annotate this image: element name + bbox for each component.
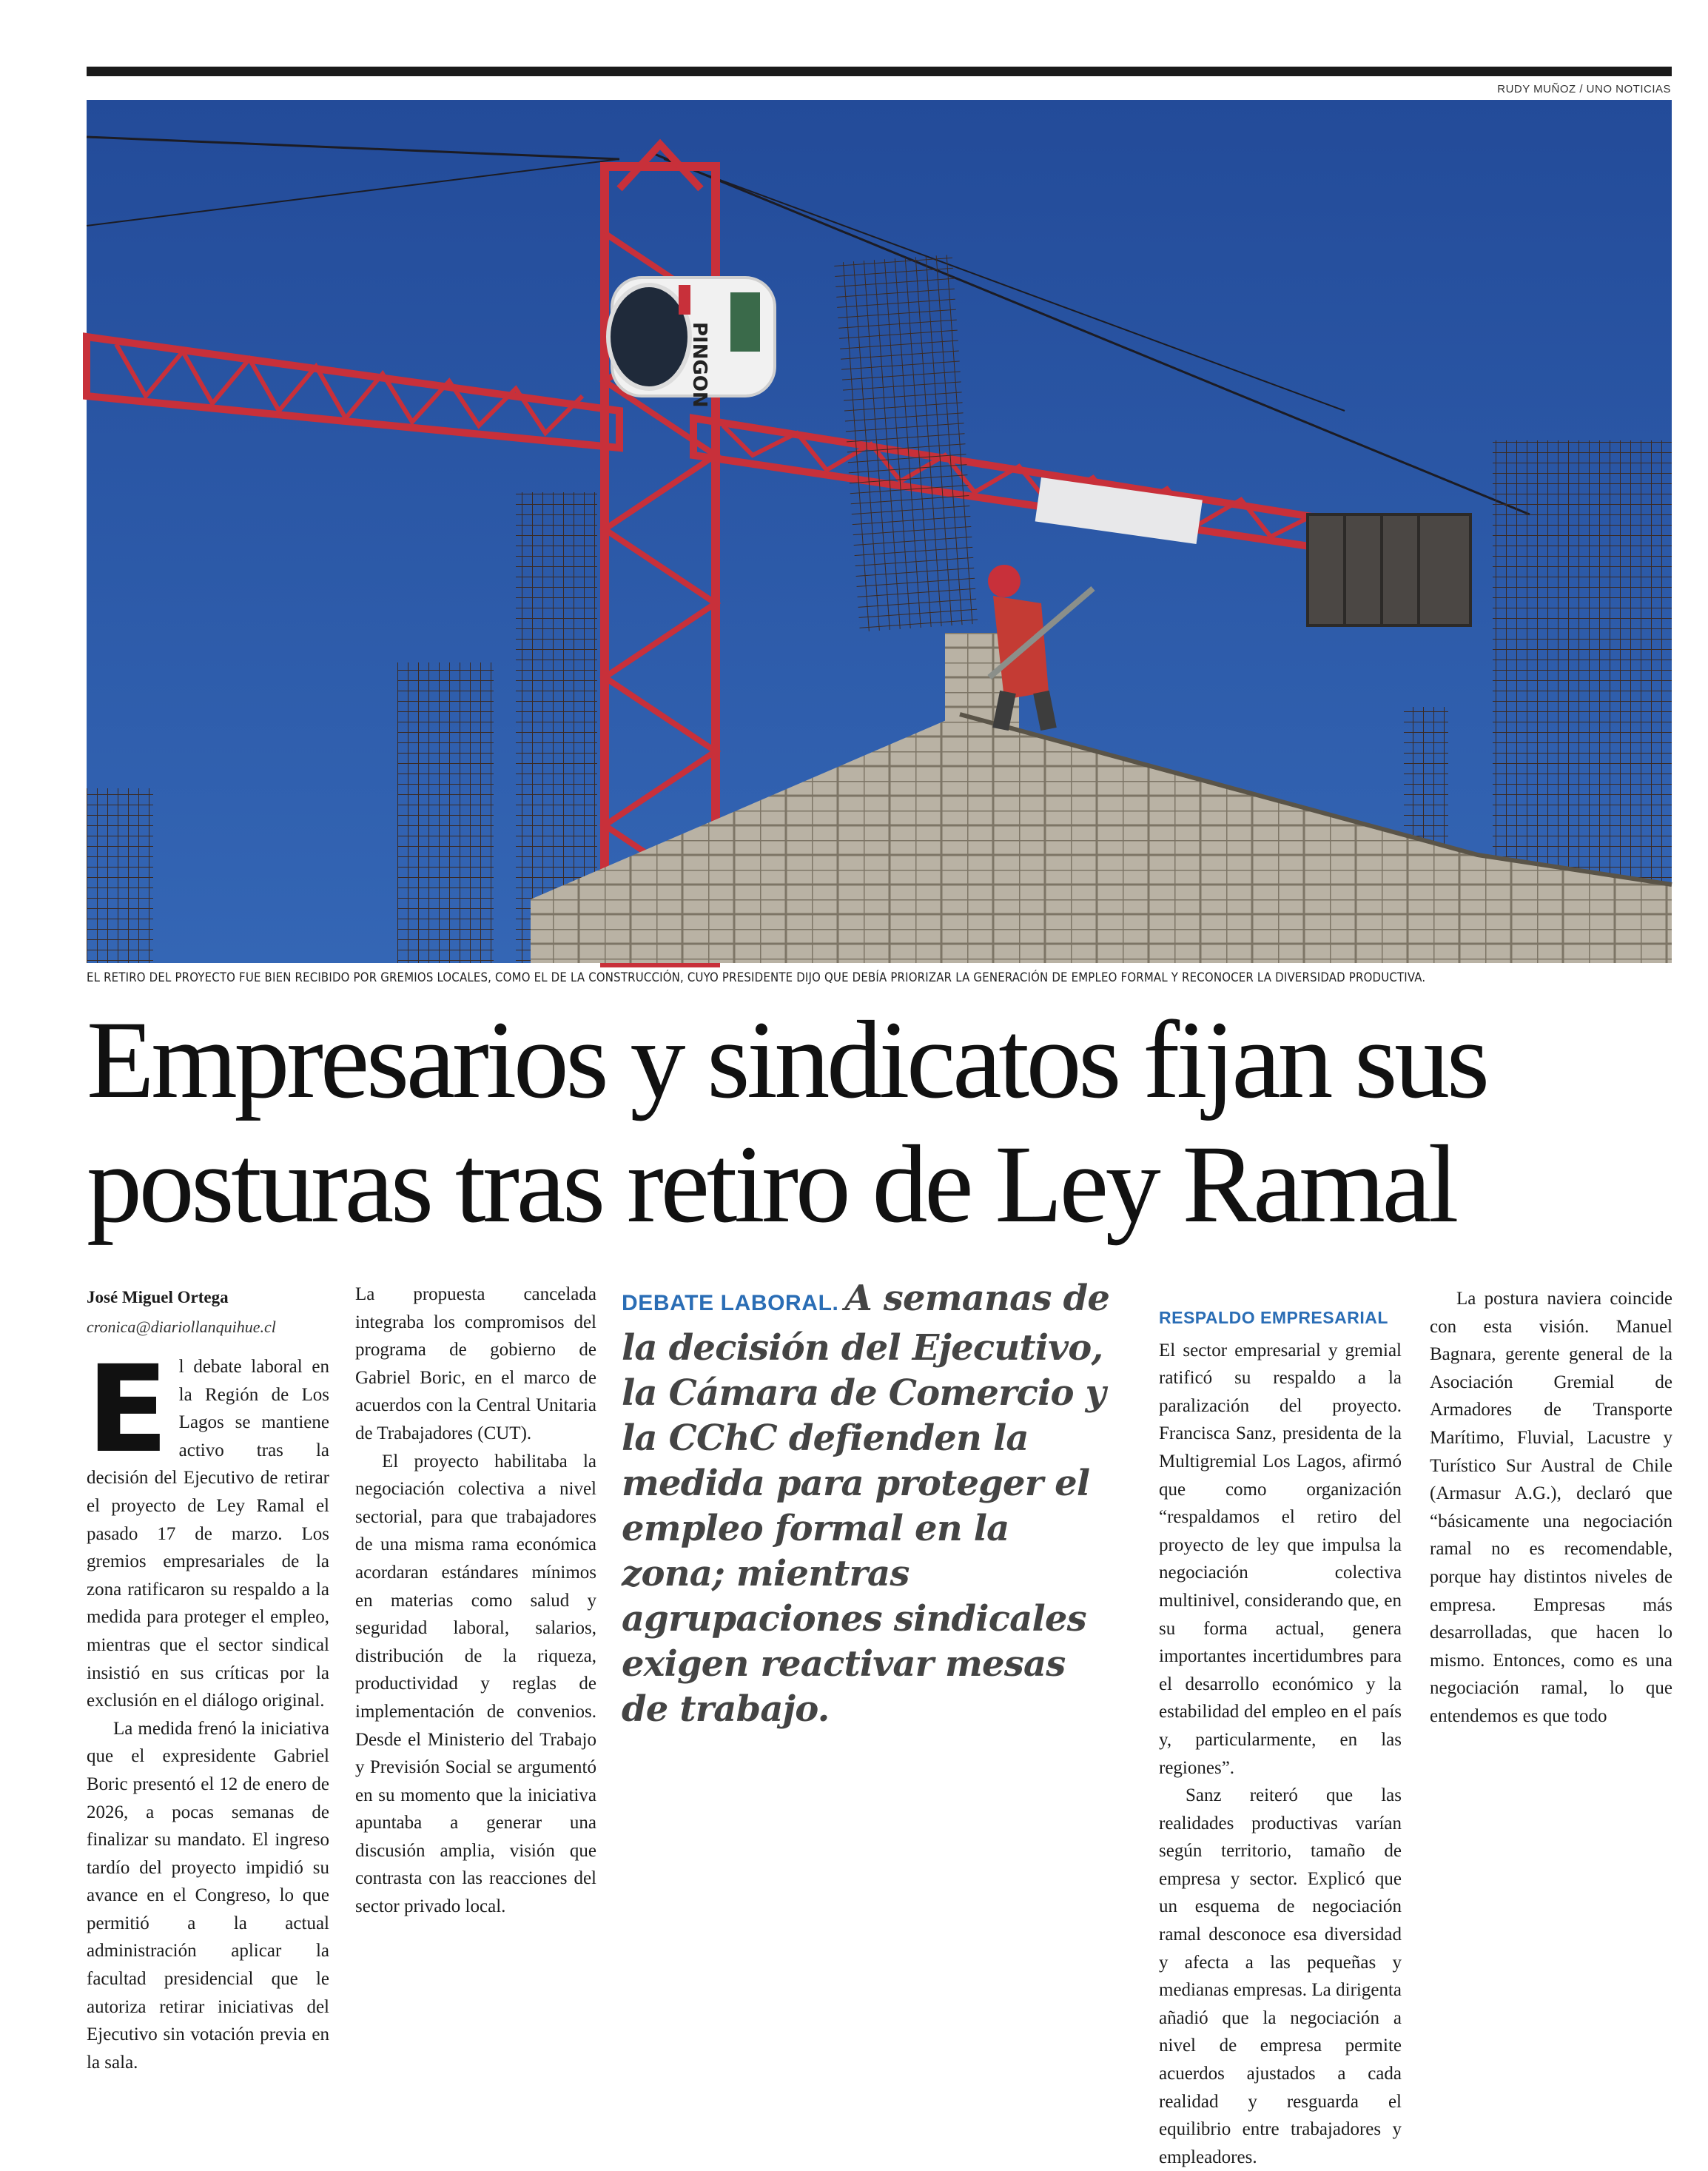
standfirst-kicker: DEBATE LABORAL. [622,1291,839,1315]
standfirst-text: A semanas de la decisión del Ejecutivo, la Cámara de Comercio y la CChC defienden la medida para proteger el empleo formal en la zona; mientras agrupaciones sindicales exigen reactivar mesas de trabajo. [622,1278,1110,1730]
column-4 [1430,1285,1672,1731]
crane-brand-text: PINGON [688,322,710,408]
headline-line-1: Empresarios y sindicatos fijan sus [87,999,1487,1121]
byline-author: José Miguel Ortega [87,1288,229,1306]
paragraph-2: La medida frenó la iniciativa que el expresidente Gabriel Boric presentó el 12 de enero de 2026, a pocas semanas de finalizar su mandato. El ingreso tardío del proyecto impidió su avance en el Congreso, lo que permitió a la actual administración aplicar la facultad presidencial que le autoriza retirar iniciativas del Ejecutivo sin votación previa en la sala. [87,1718,329,2073]
column-2 [355,1281,596,1921]
crane-cab [608,278,775,408]
column-3 [1159,1285,1402,2167]
construction-crane-illustration [87,100,1672,963]
article-photo [87,100,1672,963]
paragraph-3: La propuesta cancelada integraba los compromisos del programa de gobierno de Gabriel Boric, en el marco de acuerdos con la Central Unitaria de Trabajadores (CUT). [355,1284,596,1443]
column-1 [87,1285,329,2073]
drop-cap: E [87,1340,169,1480]
paragraph-6: Sanz reiteró que las realidades productivas varían según territorio, tamaño de empresa y sector. Explicó que un esquema de negociación ramal desconoce esa diversidad y afecta a las pequeñas y medianas empresas. La dirigenta añadió que la negociación a nivel de empresa permite acuerdos ajustados a cada realidad y resguarda el equilibrio entre trabajadores y empleadores. [1159,1785,1402,2167]
headline [87,998,1700,1246]
paragraph-5: El sector empresarial y gremial ratificó su respaldo a la paralización del proyecto. Francisca Sanz, presidenta de la Multigremial Los Lagos, afirmó que como organización “respaldamos el retiro del proyecto de ley que impulsa la negociación colectiva multinivel, considerando que, en su forma actual, genera importantes incertidumbres para el desarrollo económico y la estabilidad del empleo en el país y, particularmente, en las regiones”. [1159,1340,1402,1778]
paragraph-4: El proyecto habilitaba la negociación colectiva a nivel sectorial, para que trabajadores de una misma rama económica acordaran estándares mínimos en materias como salud y seguridad laboral, salarios, distribución de la riqueza, productividad y reglas de implementación de convenios. Desde el Ministerio del Trabajo y Previsión Social se argumentó en su momento que la iniciativa apuntaba a generar una discusión amplia, visión que contrasta con las reacciones del sector privado local. [355,1451,596,1917]
headline-line-2: posturas tras retiro de Ley Ramal [87,1123,1456,1246]
photo-credit: RUDY MUÑOZ / UNO NOTICIAS [1497,83,1671,95]
standfirst [622,1276,1110,1732]
photo-caption: EL RETIRO DEL PROYECTO FUE BIEN RECIBIDO POR GREMIOS LOCALES, COMO EL DE LA CONSTRUCCIÓN, CUYO PRESIDENTE DIJO QUE DEBÍA PRIORIZAR LA GENERACIÓN DE EMPLEO FORMAL Y RECONOCER LA DIVERSIDAD PRODUCTIVA. [87,970,1426,984]
top-rule [87,67,1672,76]
byline-email: cronica@diariollanquihue.cl [87,1318,276,1336]
paragraph-7: La postura naviera coincide con esta visión. Manuel Bagnara, gerente general de la Asociación Gremial de Armadores de Transporte Marítimo, Fluvial, Lacustre y Turístico Sur Austral de Chile (Armasur A.G.), declaró que “básicamente una negociación ramal no es recomendable, porque hay distintos niveles de empresa. Empresas más desarrolladas, que hacen lo mismo. Entonces, como es una negociación ramal, lo que entendemos es que todo [1430,1289,1672,1726]
paragraph-1: El debate laboral en la Región de Los Lagos se mantiene activo tras la decisión del Ejecutivo de retirar el proyecto de Ley Ramal el pasado 17 de marzo. Los gremios empresariales de la zona ratificaron su respaldo a la medida para proteger el empleo, mientras que el sector sindical insistió en sus críticas por la exclusión en el diálogo original. [87,1340,329,1711]
subhead-respaldo: RESPALDO EMPRESARIAL [1159,1308,1388,1327]
